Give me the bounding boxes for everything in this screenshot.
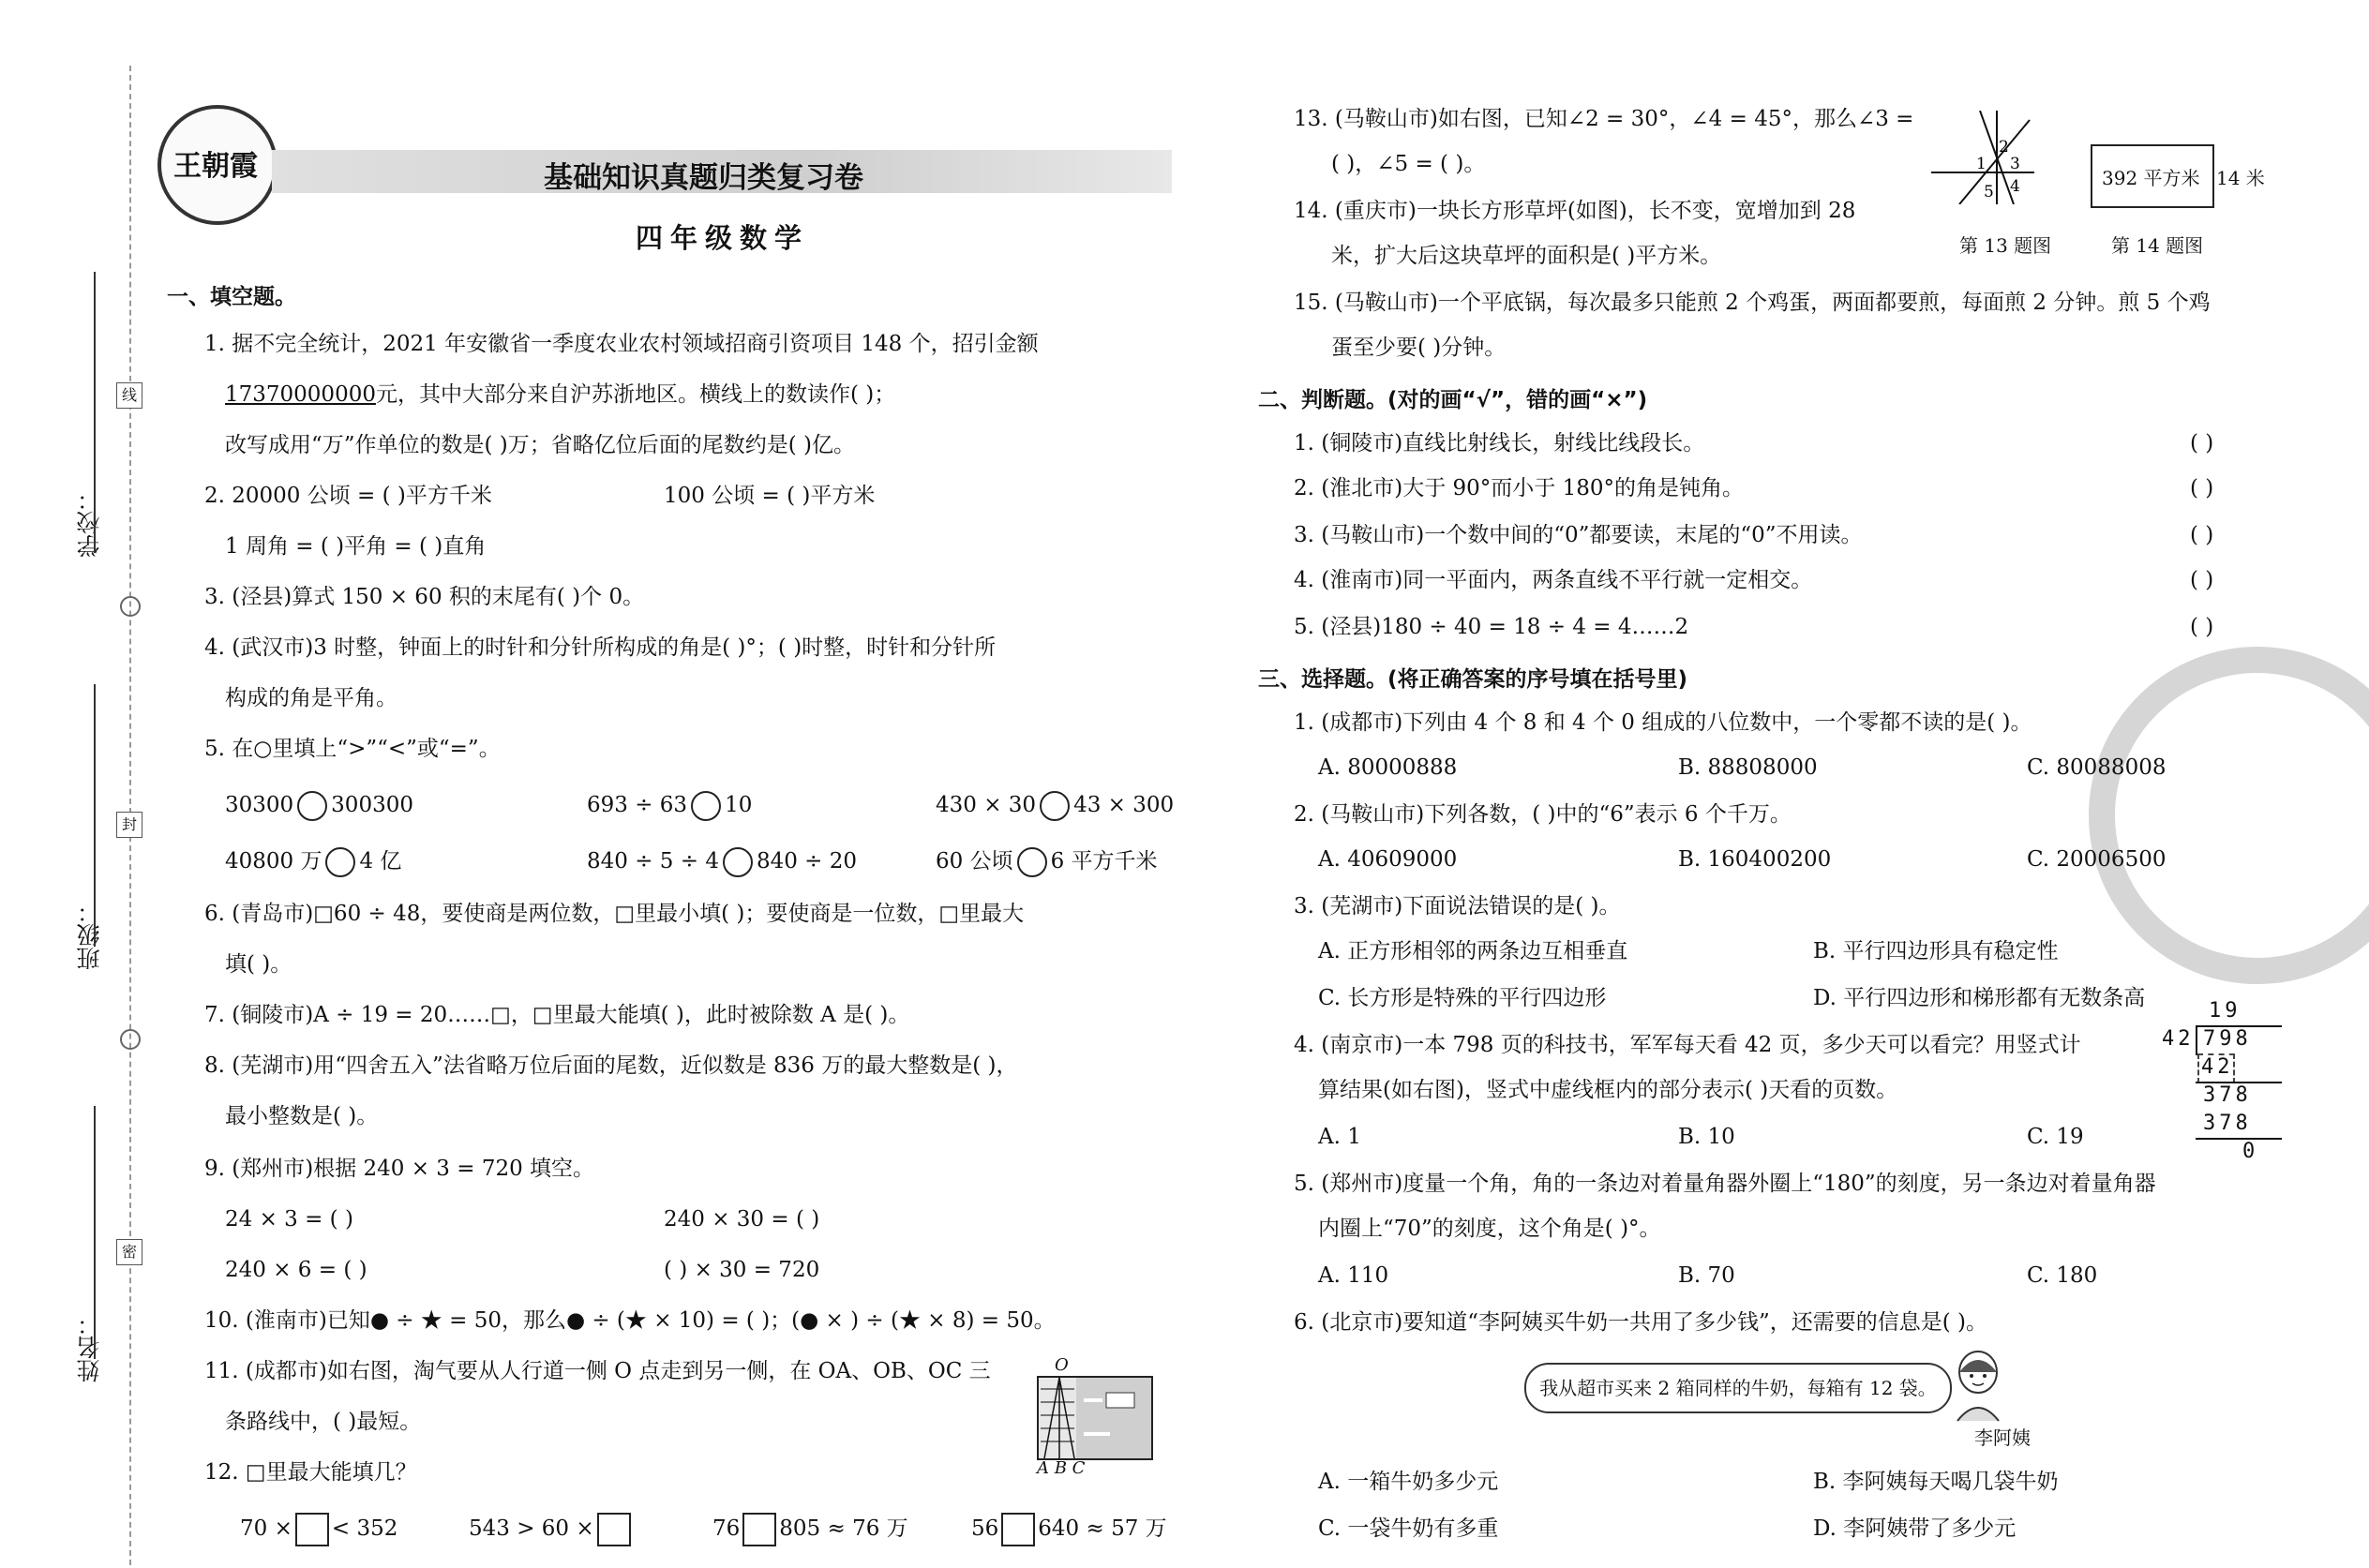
compare-row2-col3 <box>936 847 1158 877</box>
auntie-figure-icon <box>1950 1348 2006 1423</box>
q12c-right: 805 ≈ 76 万 <box>779 1516 908 1541</box>
judge-answer-3[interactable]: ( ) <box>2190 523 2214 547</box>
speech-bubble: 我从超市买来 2 箱同样的牛奶，每箱有 12 袋。 <box>1524 1363 1952 1413</box>
choice-5-opt3: C. 180 <box>2027 1263 2098 1288</box>
division-bracket <box>2196 1025 2197 1055</box>
question-12c <box>712 1513 908 1546</box>
question-1a: 1. 据不完全统计，2021 年安徽省一季度农业农村领域招商引资项目 148 个，招引金额 <box>204 332 1039 356</box>
choice-1a: A. 80000888 <box>1318 755 1458 780</box>
judge-1: 1. (铜陵市)直线比射线长，射线比线段长。 <box>1294 431 1705 455</box>
judge-answer-2[interactable]: ( ) <box>2190 476 2214 500</box>
choice-6d: D. 李阿姨带了多少元 <box>1813 1516 2017 1541</box>
compare-left: 30300 <box>225 793 294 817</box>
answer-box[interactable] <box>597 1513 631 1546</box>
division-row3: 378 <box>2203 1112 2252 1135</box>
choice-2b: B. 160400200 <box>1678 847 1832 872</box>
judge-answer-5[interactable]: ( ) <box>2190 615 2214 639</box>
q12a-right: < 352 <box>331 1516 398 1541</box>
choice-3c: C. 长方形是特殊的平行四边形 <box>1318 986 1607 1010</box>
choice-4b: 算结果(如右图)，竖式中虚线框内的部分表示( )天看的页数。 <box>1318 1078 1898 1102</box>
name-line <box>94 1106 96 1359</box>
division-row2: 378 <box>2203 1083 2252 1107</box>
compare-row2-col2 <box>587 847 857 877</box>
compare-right: 6 平方千米 <box>1050 849 1158 874</box>
seal-mark-seal: 封 <box>116 812 142 838</box>
fig13-angles <box>1931 111 2034 204</box>
fig11-crosswalk <box>1037 1376 1153 1460</box>
page-title: 基础知识真题归类复习卷 <box>544 161 863 195</box>
question-4b: 构成的角是平角。 <box>225 686 397 710</box>
question-11a: 11. (成都市)如右图，淘气要从人行道一侧 O 点走到另一侧，在 OA、OB、OC 三 <box>204 1359 991 1383</box>
question-13a: 13. (马鞍山市)如右图，已知∠2 = 30°，∠4 = 45°，那么∠3 = <box>1294 107 1914 131</box>
choice-1b: B. 88808000 <box>1678 755 1818 780</box>
name-label: 姓名： <box>76 1312 103 1382</box>
compare-row1-col2 <box>587 791 752 821</box>
choice-3: 3. (芜湖市)下面说法错误的是( )。 <box>1294 894 1621 918</box>
question-9b: 240 × 30 = ( ) <box>664 1207 820 1232</box>
section-fill-blank: 一、填空题。 <box>167 285 296 309</box>
compare-right: 43 × 300 <box>1073 793 1175 817</box>
choice-5b: 内圈上“70”的刻度，这个角是( )°。 <box>1318 1217 1661 1241</box>
question-6b: 填( )。 <box>225 952 292 977</box>
compare-row1-col3 <box>936 791 1174 821</box>
question-10: 10. (淮南市)已知● ÷ ★ = 50，那么● ÷ (★ × 10) = ( )；(● × ) ÷ (★ × 8) = 50。 <box>204 1308 1056 1333</box>
section-true-false: 二、判断题。(对的画“√”，错的画“×”) <box>1258 388 1648 412</box>
fig13-label: 5 <box>1984 183 1994 202</box>
compare-left: 60 公顷 <box>936 849 1013 874</box>
division-dividend: 798 <box>2203 1027 2252 1051</box>
page-subtitle: 四年级数学 <box>636 222 810 254</box>
question-1-text: 元，其中大部分来自沪苏浙地区。横线上的数读作( )； <box>375 382 896 407</box>
choice-4-opt3: C. 19 <box>2027 1125 2084 1149</box>
compare-circle[interactable] <box>325 847 355 877</box>
choice-5-opt2: B. 70 <box>1678 1263 1735 1288</box>
seal-watermark <box>2089 647 2369 984</box>
choice-2a: A. 40609000 <box>1318 847 1458 872</box>
fig13-caption: 第 13 题图 <box>1959 234 2052 257</box>
section-choice: 三、选择题。(将正确答案的序号填在括号里) <box>1258 667 1688 692</box>
division-divisor: 42 <box>2162 1027 2195 1051</box>
question-12b <box>469 1513 634 1546</box>
question-15a: 15. (马鞍山市)一个平底锅，每次最多只能煎 2 个鸡蛋，两面都要煎，每面煎 2 分钟。煎 5 个鸡 <box>1294 291 2211 315</box>
judge-answer-4[interactable]: ( ) <box>2190 568 2214 592</box>
question-12: 12. □里最大能填几？ <box>204 1460 417 1485</box>
fig14-area-label: 392 平方米 <box>2102 167 2200 189</box>
compare-circle[interactable] <box>1040 791 1070 821</box>
question-1c: 改写成用“万”作单位的数是( )万；省略亿位后面的尾数约是( )亿。 <box>225 433 856 457</box>
question-9: 9. (郑州市)根据 240 × 3 = 720 填空。 <box>204 1157 595 1181</box>
question-9c: 240 × 6 = ( ) <box>225 1258 367 1282</box>
q12d-right: 640 ≈ 57 万 <box>1038 1516 1167 1541</box>
fig14-caption: 第 14 题图 <box>2111 234 2204 257</box>
judge-5: 5. (泾县)180 ÷ 40 = 18 ÷ 4 = 4……2 <box>1294 615 1689 639</box>
choice-3b: B. 平行四边形具有稳定性 <box>1813 939 2059 963</box>
fig13-label: 2 <box>1999 138 2009 157</box>
question-2b: 100 公顷 = ( )平方米 <box>664 484 876 508</box>
fig14-width-label: 14 米 <box>2216 167 2265 189</box>
compare-right: 4 亿 <box>359 849 402 874</box>
question-13b: ( )，∠5 = ( )。 <box>1331 152 1486 176</box>
question-12a <box>240 1513 397 1546</box>
choice-2: 2. (马鞍山市)下列各数，( )中的“6”表示 6 个千万。 <box>1294 802 1792 827</box>
division-quotient: 19 <box>2209 999 2242 1023</box>
division-row1: 42 <box>2201 1055 2234 1079</box>
question-6a: 6. (青岛市)□60 ÷ 48，要使商是两位数，□里最小填( )；要使商是一位数，□里最大 <box>204 902 1025 926</box>
choice-6c: C. 一袋牛奶有多重 <box>1318 1516 1499 1541</box>
question-7: 7. (铜陵市)A ÷ 19 = 20……□，□里最大能填( )，此时被除数 A 是( )。 <box>204 1003 910 1027</box>
school-line <box>94 272 96 553</box>
answer-box[interactable] <box>742 1513 776 1546</box>
division-line <box>2196 1138 2282 1140</box>
q12b-left: 543 > 60 × <box>469 1516 594 1541</box>
class-label: 班级： <box>76 900 103 970</box>
choice-4-opt1: A. 1 <box>1318 1125 1361 1149</box>
choice-3d: D. 平行四边形和梯形都有无数条高 <box>1813 986 2146 1010</box>
class-line <box>94 684 96 947</box>
judge-answer-1[interactable]: ( ) <box>2190 431 2214 455</box>
seal-mark-secret: 密 <box>116 1239 142 1265</box>
choice-5-opt1: A. 110 <box>1318 1263 1389 1288</box>
question-8a: 8. (芜湖市)用“四舍五入”法省略万位后面的尾数，近似数是 836 万的最大整数是( )， <box>204 1053 1018 1078</box>
auntie-label: 李阿姨 <box>1974 1426 2031 1449</box>
question-9d: ( ) × 30 = 720 <box>664 1258 820 1282</box>
fig13-label: 3 <box>2010 155 2020 173</box>
compare-left: 693 ÷ 63 <box>587 793 688 817</box>
question-11b: 条路线中，( )最短。 <box>225 1410 422 1434</box>
compare-right: 840 ÷ 20 <box>756 849 858 874</box>
choice-5a: 5. (郑州市)度量一个角，角的一条边对着量角器外圈上“180”的刻度，另一条边对着量角器 <box>1294 1172 2156 1196</box>
fig11-crosswalk-drawing <box>1039 1378 1151 1458</box>
question-4a: 4. (武汉市)3 时整，钟面上的时针和分针所构成的角是( )°；( )时整，时针和分针所 <box>204 635 997 660</box>
fig11-label-o: O <box>1055 1355 1069 1375</box>
school-label: 学校： <box>76 487 103 558</box>
compare-right: 300300 <box>331 793 413 817</box>
question-2c: 1 周角 = ( )平角 = ( )直角 <box>225 534 487 559</box>
question-2a: 2. 20000 公顷 = ( )平方千米 <box>204 484 492 508</box>
q12a-left: 70 × <box>240 1516 292 1541</box>
choice-3a: A. 正方形相邻的两条边互相垂直 <box>1318 939 1628 963</box>
question-15b: 蛋至少要( )分钟。 <box>1331 336 1507 360</box>
q12d-left: 56 <box>971 1516 999 1541</box>
question-14a: 14. (重庆市)一块长方形草坪(如图)，长不变，宽增加到 28 <box>1294 199 1856 223</box>
compare-left: 430 × 30 <box>936 793 1037 817</box>
choice-4-opt2: B. 10 <box>1678 1125 1735 1149</box>
question-5: 5. 在○里填上“>”“<”或“=”。 <box>204 737 501 761</box>
fig11-label-abc: A B C <box>1037 1458 1086 1478</box>
q12c-left: 76 <box>712 1516 741 1541</box>
compare-circle[interactable] <box>297 791 327 821</box>
question-1-number: 17370000000 <box>225 382 376 407</box>
binding-hole-icon <box>120 596 141 617</box>
compare-row2-col1 <box>225 847 401 877</box>
choice-6a: A. 一箱牛奶多少元 <box>1318 1470 1499 1494</box>
question-1b <box>225 381 895 409</box>
judge-3: 3. (马鞍山市)一个数中间的“0”都要读，末尾的“0”不用读。 <box>1294 523 1863 547</box>
answer-box[interactable] <box>295 1513 329 1546</box>
binding-hole-icon <box>120 1029 141 1050</box>
fig13-label: 4 <box>2010 177 2020 196</box>
question-14b: 米，扩大后这块草坪的面积是( )平方米。 <box>1331 244 1722 268</box>
answer-box[interactable] <box>1001 1513 1035 1546</box>
seal-mark-line: 线 <box>116 382 142 409</box>
question-12d <box>971 1513 1167 1546</box>
division-row4: 0 <box>2242 1140 2259 1163</box>
choice-6: 6. (北京市)要知道“李阿姨买牛奶一共用了多少钱”，还需要的信息是( )。 <box>1294 1310 1987 1335</box>
judge-4: 4. (淮南市)同一平面内，两条直线不平行就一定相交。 <box>1294 568 1813 592</box>
brand-logo-text: 王朝霞 <box>173 150 258 183</box>
compare-circle[interactable] <box>723 847 753 877</box>
choice-2c: C. 20006500 <box>2027 847 2167 872</box>
fig13-label: 1 <box>1976 155 1987 173</box>
choice-6b: B. 李阿姨每天喝几袋牛奶 <box>1813 1470 2059 1494</box>
compare-row1-col1 <box>225 791 413 821</box>
question-8b: 最小整数是( )。 <box>225 1104 379 1128</box>
compare-left: 40800 万 <box>225 849 322 874</box>
compare-circle[interactable] <box>691 791 721 821</box>
choice-4a: 4. (南京市)一本 798 页的科技书，军军每天看 42 页，多少天可以看完？用竖式计 <box>1294 1033 2081 1057</box>
judge-2: 2. (淮北市)大于 90°而小于 180°的角是钝角。 <box>1294 476 1744 500</box>
compare-left: 840 ÷ 5 ÷ 4 <box>587 849 719 874</box>
compare-right: 10 <box>725 793 753 817</box>
choice-1: 1. (成都市)下列由 4 个 8 和 4 个 0 组成的八位数中，一个零都不读的是( )。 <box>1294 710 2032 735</box>
question-9a: 24 × 3 = ( ) <box>225 1207 353 1232</box>
question-3: 3. (泾县)算式 150 × 60 积的末尾有( )个 0。 <box>204 585 645 609</box>
compare-circle[interactable] <box>1017 847 1047 877</box>
choice-1c: C. 80088008 <box>2027 755 2167 780</box>
